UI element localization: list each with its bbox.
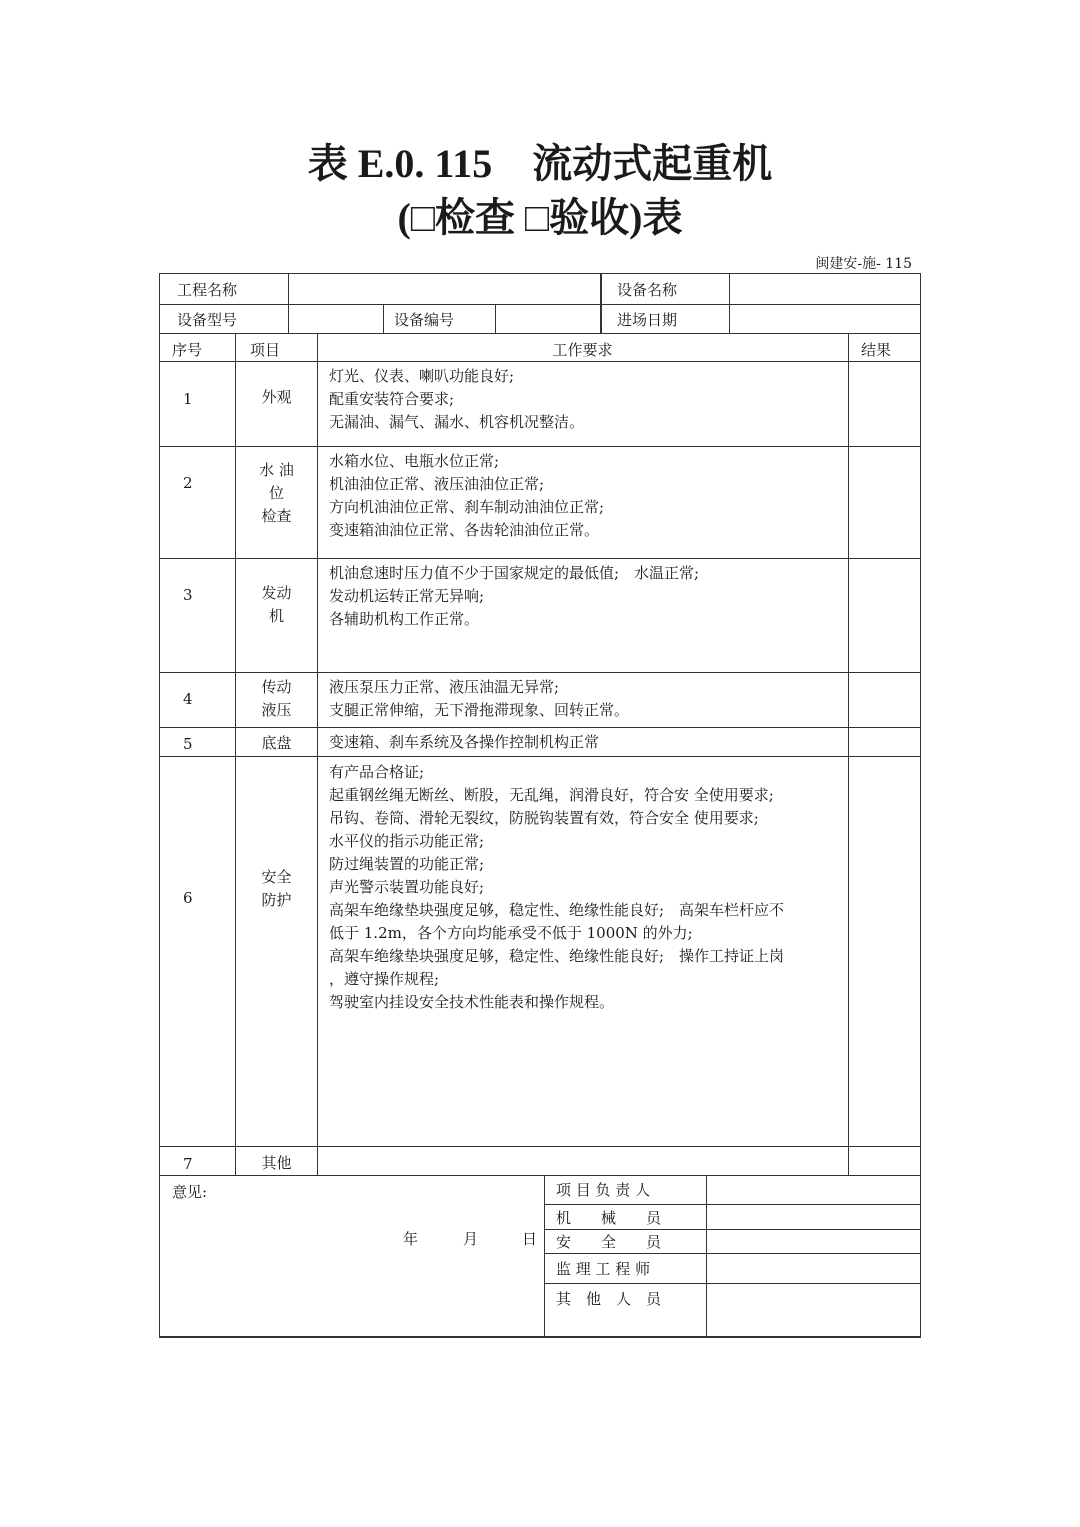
req-line: 灯光、仪表、喇叭功能良好;	[329, 367, 515, 385]
req-line: 高架车绝缘垫块强度足够，稳定性、绝缘性能良好; 高架车栏杆应不	[329, 901, 785, 919]
row-requirements	[329, 761, 784, 1014]
item-line: 检查	[261, 507, 292, 525]
req-line: 起重钢丝绳无断丝、断股，无乱绳，润滑良好，符合安 全使用要求;	[329, 786, 774, 804]
row-item: 外观	[261, 388, 292, 406]
project-name-label: 工程名称	[177, 281, 238, 299]
row-requirements	[329, 731, 599, 754]
date-day-label: 日	[522, 1230, 538, 1248]
result-cell[interactable]	[849, 559, 920, 672]
req-line: 配重安装符合要求;	[329, 390, 455, 408]
row-no: 5	[183, 735, 193, 753]
row-no: 1	[183, 390, 193, 408]
signature-field[interactable]	[707, 1284, 920, 1336]
row-requirements	[329, 562, 699, 631]
req-line: 支腿正常伸缩，无下滑拖滞现象、回转正常。	[329, 701, 630, 719]
row-item	[236, 459, 317, 528]
project-name-field[interactable]	[288, 273, 601, 305]
row-no: 4	[183, 690, 193, 708]
req-line: 机油怠速时压力值不少于国家规定的最低值; 水温正常;	[329, 564, 700, 582]
date-year-label: 年	[403, 1230, 419, 1248]
req-line: 变速箱、刹车系统及各操作控制机构正常	[329, 733, 600, 751]
form-code: 闽建安-施- 115	[815, 256, 912, 272]
row-requirements	[329, 676, 629, 722]
opinion-label: 意见:	[172, 1183, 208, 1201]
req-line: 防过绳装置的功能正常;	[329, 855, 485, 873]
signer-safety-officer: 安 全 员	[556, 1233, 662, 1251]
form-subtitle: (□检查 □验收)表	[397, 195, 683, 240]
row-item	[236, 582, 317, 628]
req-line: 机油油位正常、液压油油位正常;	[329, 475, 545, 493]
signature-field[interactable]	[707, 1205, 920, 1229]
item-line: 传动	[261, 678, 292, 696]
req-line: 水箱水位、电瓶水位正常;	[329, 452, 500, 470]
row-item: 其他	[261, 1154, 292, 1172]
req-line: 驾驶室内挂设安全技术性能表和操作规程。	[329, 993, 615, 1011]
item-line: 水 油	[259, 461, 294, 479]
row-no: 3	[183, 586, 193, 604]
row-no: 2	[183, 474, 193, 492]
signer-supervising-engineer: 监 理 工 程 师	[556, 1260, 651, 1278]
req-line: 有产品合格证;	[329, 763, 425, 781]
device-name-label: 设备名称	[617, 281, 678, 299]
req-line: 发动机运转正常无异响;	[329, 587, 485, 605]
result-cell[interactable]	[849, 728, 920, 756]
inspection-table	[159, 273, 921, 1338]
device-no-label: 设备编号	[394, 311, 455, 329]
row-item	[236, 676, 317, 722]
row-requirements	[329, 450, 604, 542]
item-line: 位	[268, 484, 284, 502]
result-cell[interactable]	[849, 447, 920, 558]
item-line: 机	[268, 607, 284, 625]
req-line: 变速箱油油位正常、各齿轮油油位正常。	[329, 521, 600, 539]
row-no: 6	[183, 889, 193, 907]
row-no: 7	[183, 1155, 193, 1173]
form-title: 表 E.0. 115 流动式起重机	[307, 141, 773, 186]
device-no-field[interactable]	[495, 304, 601, 334]
other-requirement-cell[interactable]	[318, 1147, 848, 1175]
item-line: 液压	[261, 701, 292, 719]
signature-field[interactable]	[707, 1176, 920, 1204]
result-cell[interactable]	[849, 1147, 920, 1175]
item-line: 安全	[261, 868, 292, 886]
opinion-input[interactable]	[172, 1203, 532, 1323]
req-line: 方向机油油位正常、刹车制动油油位正常;	[329, 498, 605, 516]
req-line: 低于 1.2m，各个方向均能承受不低于 1000N 的外力;	[329, 924, 693, 942]
device-model-field[interactable]	[288, 304, 384, 334]
req-line: ，遵守操作规程;	[329, 970, 440, 988]
signer-other-personnel: 其 他 人 员	[556, 1290, 662, 1308]
signature-field[interactable]	[707, 1254, 920, 1283]
col-no-header: 序号	[172, 341, 203, 359]
result-cell[interactable]	[849, 673, 920, 727]
date-month-label: 月	[463, 1230, 479, 1248]
req-line: 高架车绝缘垫块强度足够，稳定性、绝缘性能良好; 操作工持证上岗	[329, 947, 785, 965]
req-line: 声光警示装置功能良好;	[329, 878, 485, 896]
signer-project-manager: 项 目 负 责 人	[556, 1181, 651, 1199]
req-line: 无漏油、漏气、漏水、机容机况整洁。	[329, 413, 585, 431]
row-item	[236, 866, 317, 912]
signature-field[interactable]	[707, 1230, 920, 1253]
result-cell[interactable]	[849, 362, 920, 446]
row-item: 底盘	[261, 734, 292, 752]
footer-line-v1	[544, 1175, 545, 1338]
device-model-label: 设备型号	[177, 311, 238, 329]
req-line: 液压泵压力正常、液压油温无异常;	[329, 678, 560, 696]
req-line: 各辅助机构工作正常。	[329, 610, 480, 628]
item-line: 发动	[261, 584, 292, 602]
item-line: 防护	[261, 891, 292, 909]
col-result-header: 结果	[861, 341, 892, 359]
req-line: 水平仪的指示功能正常;	[329, 832, 485, 850]
col-req-header: 工作要求	[552, 341, 613, 359]
result-cell[interactable]	[849, 757, 920, 1146]
row-requirements	[329, 365, 584, 434]
req-line: 吊钩、卷筒、滑轮无裂纹，防脱钩装置有效，符合安全 使用要求;	[329, 809, 759, 827]
entry-date-label: 进场日期	[617, 311, 678, 329]
col-item-header: 项目	[250, 341, 281, 359]
signer-machinery-officer: 机 械 员	[556, 1209, 662, 1227]
